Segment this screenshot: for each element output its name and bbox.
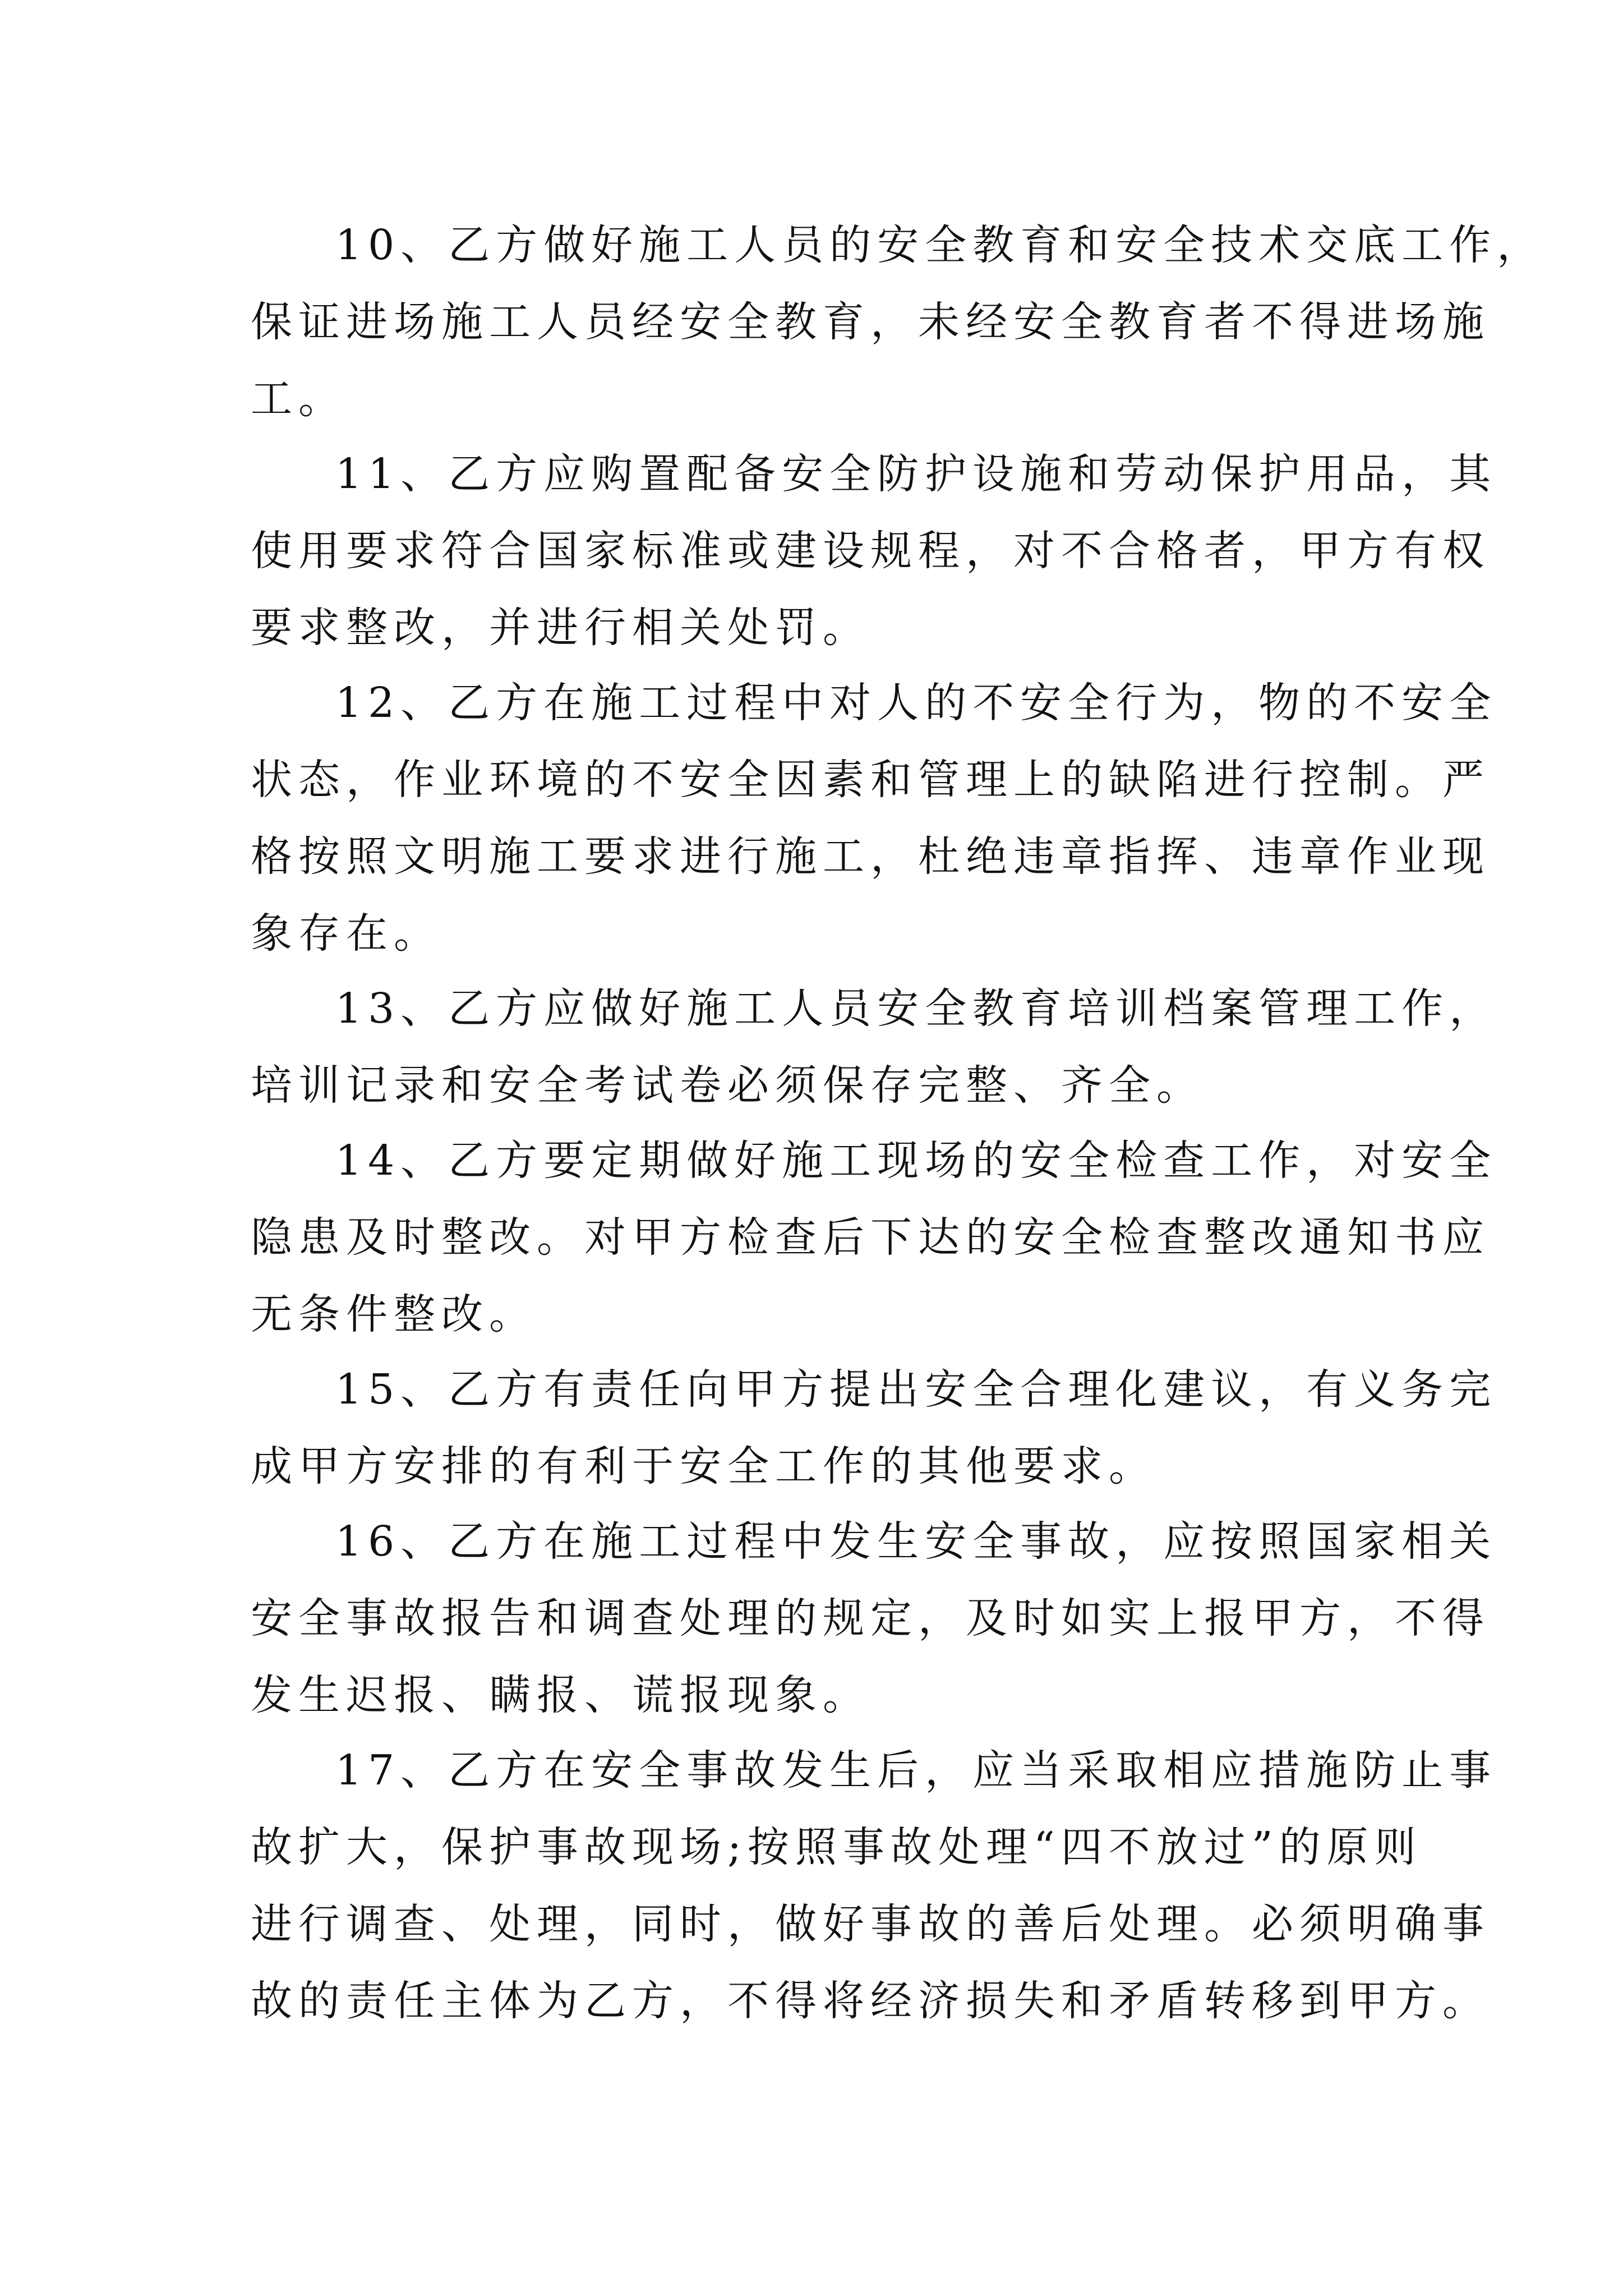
clause-12-line-2: 状态，作业环境的不安全因素和管理上的缺陷进行控制。严 — [251, 756, 1490, 804]
clause-17-line-1: 17、乙方在安全事故发生后，应当采取相应措施防止事 — [335, 1746, 1497, 1795]
clause-12-line-3: 格按照文明施工要求进行施工，杜绝违章指挥、违章作业现 — [251, 832, 1490, 881]
clause-14-line-1: 14、乙方要定期做好施工现场的安全检查工作，对安全 — [335, 1137, 1497, 1185]
clause-16-line-2: 安全事故报告和调查处理的规定，及时如实上报甲方，不得 — [251, 1594, 1490, 1642]
clause-17-line-3: 进行调查、处理，同时，做好事故的善后处理。必须明确事 — [251, 1900, 1490, 1948]
clause-15-line-2: 成甲方安排的有利于安全工作的其他要求。 — [251, 1442, 1156, 1490]
clause-11-line-2: 使用要求符合国家标准或建设规程，对不合格者，甲方有权 — [251, 527, 1490, 575]
clause-17-line-2: 故扩大，保护事故现场;按照事故处理“四不放过”的原则 — [251, 1823, 1422, 1871]
clause-10-line-1: 10、乙方做好施工人员的安全教育和安全技术交底工作， — [335, 221, 1545, 269]
clause-11-line-1: 11、乙方应购置配备安全防护设施和劳动保护用品，其 — [335, 450, 1497, 498]
clause-12-line-4: 象存在。 — [251, 909, 441, 958]
clause-13-line-1: 13、乙方应做好施工人员安全教育培训档案管理工作， — [335, 984, 1497, 1033]
clause-14-line-2: 隐患及时整改。对甲方检查后下达的安全检查整改通知书应 — [251, 1213, 1490, 1262]
clause-13-line-2: 培训记录和安全考试卷必须保存完整、齐全。 — [251, 1061, 1204, 1110]
clause-17-line-4: 故的责任主体为乙方，不得将经济损失和矛盾转移到甲方。 — [251, 1977, 1490, 2025]
clause-12-line-1: 12、乙方在施工过程中对人的不安全行为，物的不安全 — [335, 679, 1497, 727]
clause-16-line-3: 发生迟报、瞒报、谎报现象。 — [251, 1671, 870, 1719]
clause-10-line-3: 工。 — [251, 375, 346, 423]
clause-15-line-1: 15、乙方有责任向甲方提出安全合理化建议，有义务完 — [335, 1365, 1497, 1414]
clause-10-line-2: 保证进场施工人员经安全教育，未经安全教育者不得进场施 — [251, 298, 1490, 346]
clause-11-line-3: 要求整改，并进行相关处罚。 — [251, 604, 870, 652]
clause-16-line-1: 16、乙方在施工过程中发生安全事故，应按照国家相关 — [335, 1517, 1497, 1566]
clause-14-line-3: 无条件整改。 — [251, 1290, 537, 1338]
